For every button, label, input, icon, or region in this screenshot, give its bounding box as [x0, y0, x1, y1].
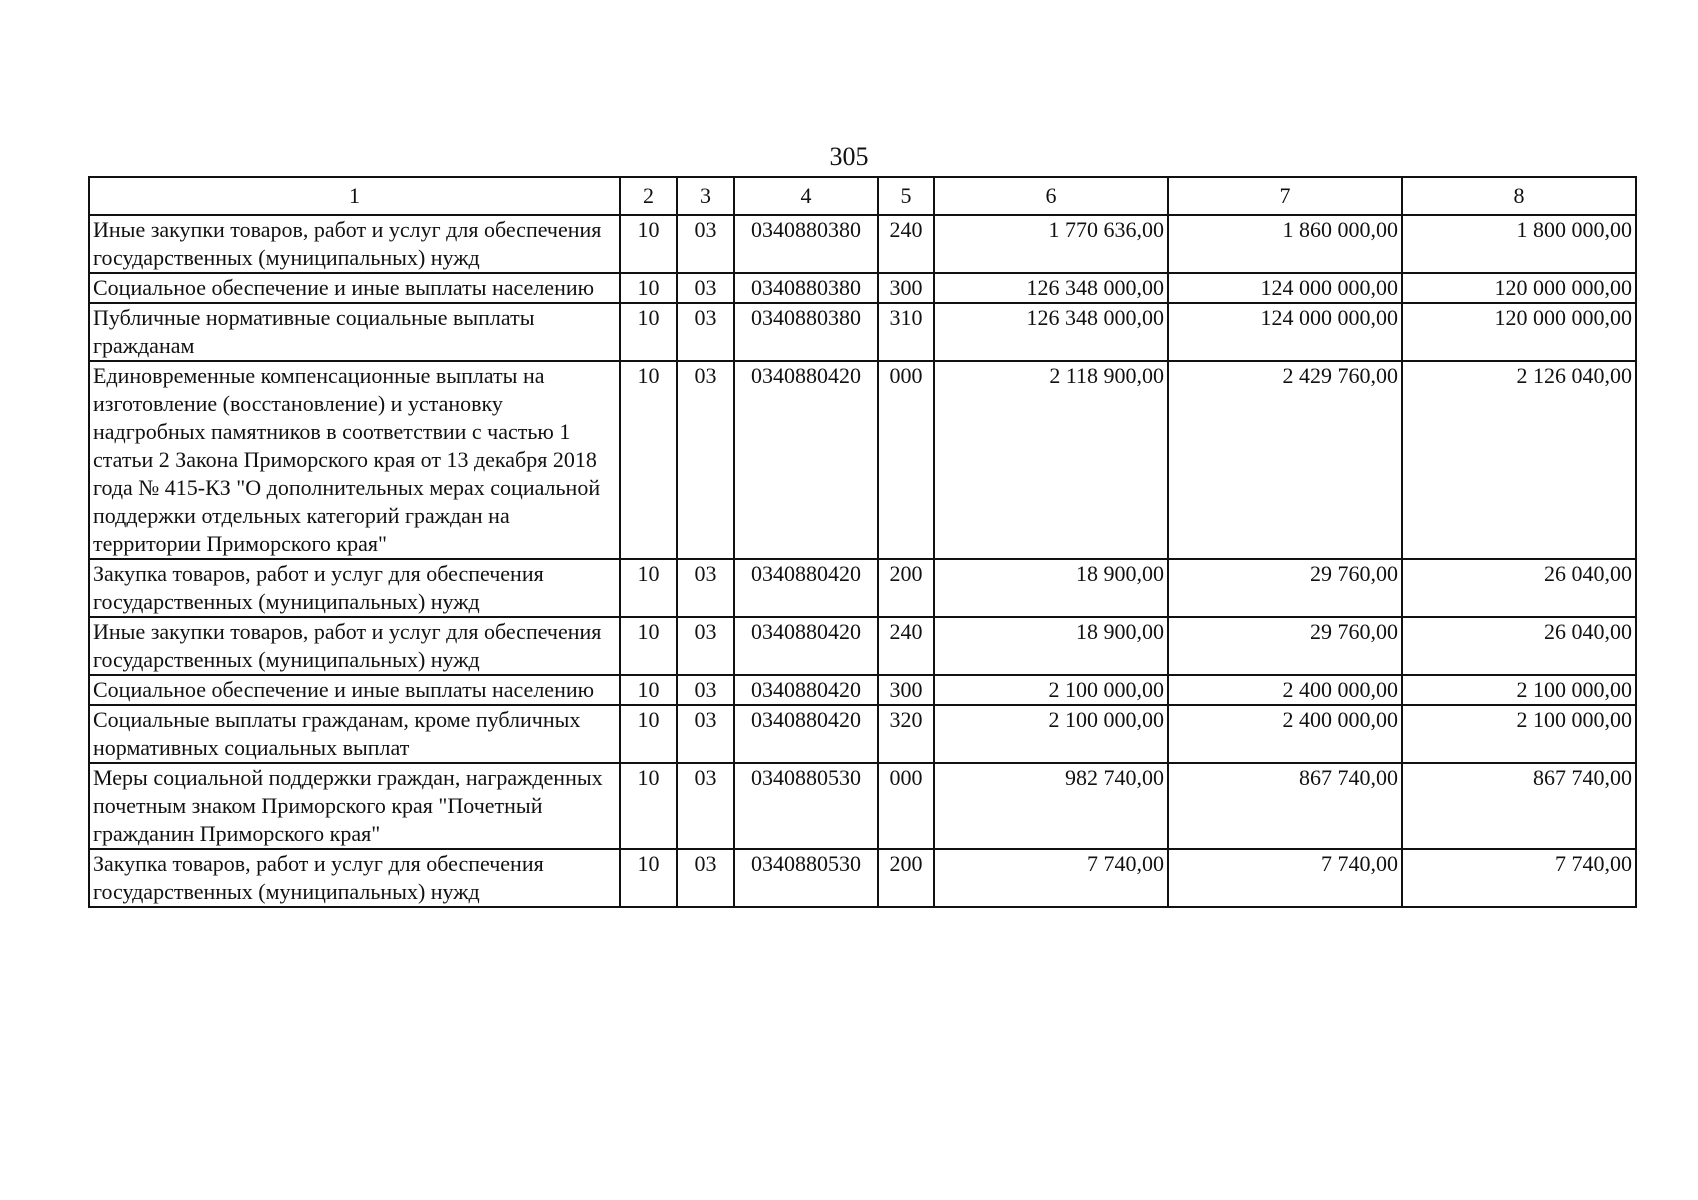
target-article-code: 0340880420 — [734, 361, 878, 559]
section-code: 10 — [620, 617, 677, 675]
row-name: Меры социальной поддержки граждан, награжденных почетным знаком Приморского края "Почетный гражданин Приморского края" — [89, 763, 620, 849]
expense-type-code: 240 — [878, 215, 934, 273]
amount-col-8: 26 040,00 — [1402, 559, 1636, 617]
table-row — [89, 763, 1636, 849]
row-name: Иные закупки товаров, работ и услуг для обеспечения государственных (муниципальных) нужд — [89, 617, 620, 675]
target-article-code: 0340880420 — [734, 617, 878, 675]
section-code: 10 — [620, 273, 677, 303]
amount-col-6: 1 770 636,00 — [934, 215, 1168, 273]
row-name: Иные закупки товаров, работ и услуг для обеспечения государственных (муниципальных) нужд — [89, 215, 620, 273]
amount-col-7: 2 400 000,00 — [1168, 675, 1402, 705]
amount-col-6: 18 900,00 — [934, 559, 1168, 617]
expense-type-code: 000 — [878, 361, 934, 559]
column-header: 7 — [1168, 177, 1402, 215]
expense-type-code: 200 — [878, 849, 934, 907]
section-code: 10 — [620, 705, 677, 763]
row-name: Единовременные компенсационные выплаты на изготовление (восстановление) и установку надгробных памятников в соответствии с частью 1 статьи 2 Закона Приморского края от 13 декабря 2018 года № 415-КЗ "О дополнительных мерах социальной поддержки отдельных категорий граждан на территории Приморского края" — [89, 361, 620, 559]
subsection-code: 03 — [677, 273, 734, 303]
amount-col-8: 2 100 000,00 — [1402, 705, 1636, 763]
amount-col-7: 7 740,00 — [1168, 849, 1402, 907]
page-number: 305 — [829, 142, 869, 171]
amount-col-7: 1 860 000,00 — [1168, 215, 1402, 273]
target-article-code: 0340880530 — [734, 763, 878, 849]
table-row — [89, 617, 1636, 675]
expense-type-code: 300 — [878, 675, 934, 705]
table-row — [89, 273, 1636, 303]
amount-col-6: 2 100 000,00 — [934, 705, 1168, 763]
amount-col-6: 2 100 000,00 — [934, 675, 1168, 705]
target-article-code: 0340880420 — [734, 705, 878, 763]
target-article-code: 0340880420 — [734, 559, 878, 617]
column-header: 6 — [934, 177, 1168, 215]
amount-col-6: 126 348 000,00 — [934, 273, 1168, 303]
target-article-code: 0340880380 — [734, 303, 878, 361]
column-header: 5 — [878, 177, 934, 215]
target-article-code: 0340880380 — [734, 273, 878, 303]
table-row — [89, 675, 1636, 705]
amount-col-6: 982 740,00 — [934, 763, 1168, 849]
table-row — [89, 559, 1636, 617]
subsection-code: 03 — [677, 763, 734, 849]
column-header: 1 — [89, 177, 620, 215]
row-name: Закупка товаров, работ и услуг для обеспечения государственных (муниципальных) нужд — [89, 559, 620, 617]
subsection-code: 03 — [677, 617, 734, 675]
amount-col-8: 7 740,00 — [1402, 849, 1636, 907]
amount-col-8: 2 100 000,00 — [1402, 675, 1636, 705]
amount-col-8: 1 800 000,00 — [1402, 215, 1636, 273]
budget-table — [88, 176, 1637, 908]
amount-col-6: 18 900,00 — [934, 617, 1168, 675]
subsection-code: 03 — [677, 303, 734, 361]
subsection-code: 03 — [677, 559, 734, 617]
table-row — [89, 361, 1636, 559]
column-header: 8 — [1402, 177, 1636, 215]
target-article-code: 0340880420 — [734, 675, 878, 705]
table-row — [89, 705, 1636, 763]
section-code: 10 — [620, 361, 677, 559]
amount-col-7: 29 760,00 — [1168, 617, 1402, 675]
amount-col-8: 120 000 000,00 — [1402, 303, 1636, 361]
target-article-code: 0340880530 — [734, 849, 878, 907]
section-code: 10 — [620, 215, 677, 273]
amount-col-8: 26 040,00 — [1402, 617, 1636, 675]
table-row — [89, 849, 1636, 907]
subsection-code: 03 — [677, 215, 734, 273]
table-row — [89, 303, 1636, 361]
column-header: 3 — [677, 177, 734, 215]
expense-type-code: 320 — [878, 705, 934, 763]
expense-type-code: 310 — [878, 303, 934, 361]
subsection-code: 03 — [677, 675, 734, 705]
section-code: 10 — [620, 559, 677, 617]
amount-col-8: 867 740,00 — [1402, 763, 1636, 849]
amount-col-6: 2 118 900,00 — [934, 361, 1168, 559]
amount-col-6: 7 740,00 — [934, 849, 1168, 907]
section-code: 10 — [620, 303, 677, 361]
amount-col-8: 2 126 040,00 — [1402, 361, 1636, 559]
row-name: Социальное обеспечение и иные выплаты населению — [89, 273, 620, 303]
subsection-code: 03 — [677, 849, 734, 907]
amount-col-7: 124 000 000,00 — [1168, 303, 1402, 361]
subsection-code: 03 — [677, 705, 734, 763]
target-article-code: 0340880380 — [734, 215, 878, 273]
column-header: 4 — [734, 177, 878, 215]
amount-col-8: 120 000 000,00 — [1402, 273, 1636, 303]
amount-col-7: 867 740,00 — [1168, 763, 1402, 849]
amount-col-7: 29 760,00 — [1168, 559, 1402, 617]
row-name: Публичные нормативные социальные выплаты гражданам — [89, 303, 620, 361]
amount-col-6: 126 348 000,00 — [934, 303, 1168, 361]
row-name: Закупка товаров, работ и услуг для обеспечения государственных (муниципальных) нужд — [89, 849, 620, 907]
amount-col-7: 2 400 000,00 — [1168, 705, 1402, 763]
expense-type-code: 300 — [878, 273, 934, 303]
column-header: 2 — [620, 177, 677, 215]
column-number-row — [89, 177, 1636, 215]
subsection-code: 03 — [677, 361, 734, 559]
section-code: 10 — [620, 763, 677, 849]
amount-col-7: 2 429 760,00 — [1168, 361, 1402, 559]
section-code: 10 — [620, 675, 677, 705]
expense-type-code: 000 — [878, 763, 934, 849]
expense-type-code: 240 — [878, 617, 934, 675]
amount-col-7: 124 000 000,00 — [1168, 273, 1402, 303]
expense-type-code: 200 — [878, 559, 934, 617]
table-row — [89, 215, 1636, 273]
row-name: Социальные выплаты гражданам, кроме публичных нормативных социальных выплат — [89, 705, 620, 763]
section-code: 10 — [620, 849, 677, 907]
row-name: Социальное обеспечение и иные выплаты населению — [89, 675, 620, 705]
